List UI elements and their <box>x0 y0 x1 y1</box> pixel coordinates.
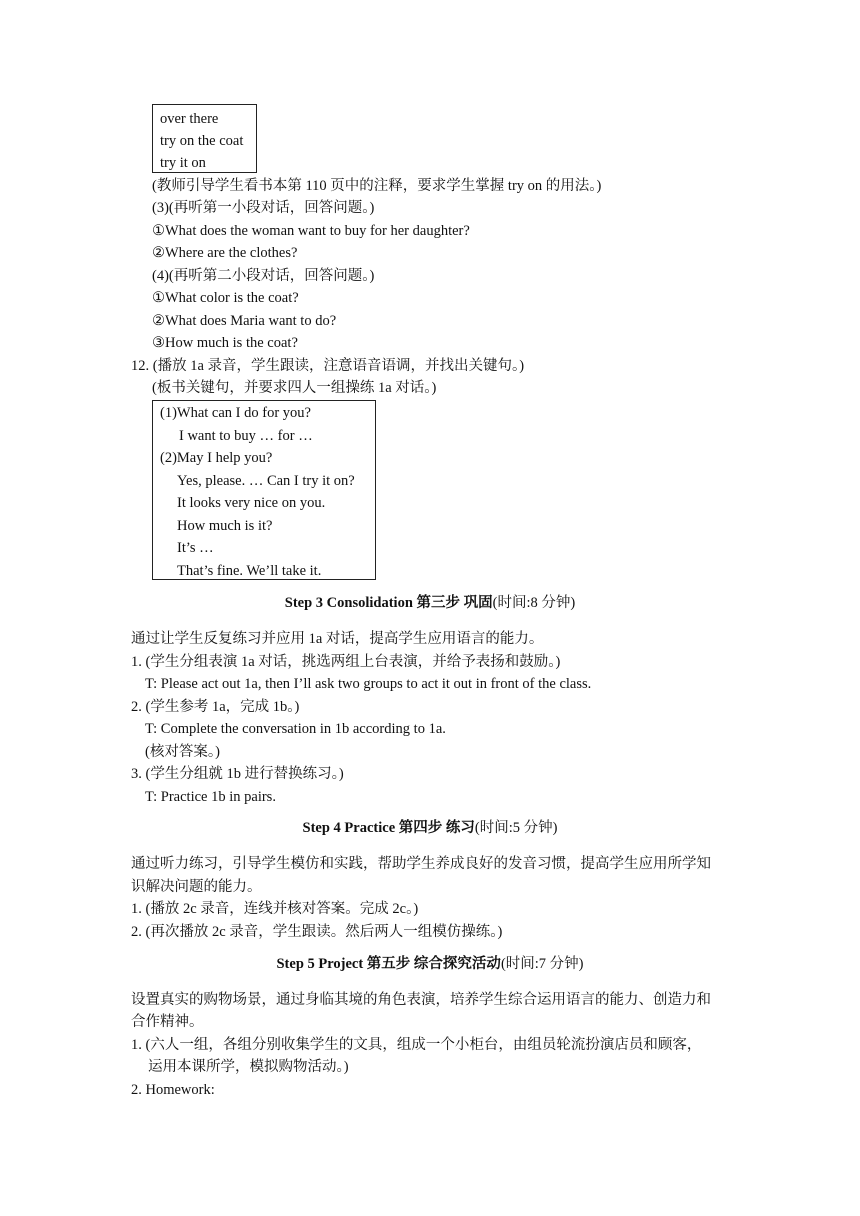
question-line: ①What color is the coat? <box>152 290 299 306</box>
step5-time: (时间:7 分钟) <box>500 956 584 972</box>
step5-intro: 设置真实的购物场景，通过身临其境的角色表演，培养学生综合运用语言的能力、创造力和 <box>131 992 711 1008</box>
instruction-line: (4)(再听第二小段对话，回答问题。) <box>152 268 375 284</box>
key-sentence: It looks very nice on you. <box>177 495 326 511</box>
step3-line: 2. (学生参考 1a，完成 1b。) <box>131 699 300 715</box>
key-sentence: That’s fine. We’ll take it. <box>177 563 322 579</box>
key-sentence: Yes, please. … Can I try it on? <box>177 473 355 489</box>
key-sentence: I want to buy … for … <box>179 428 313 444</box>
step4-line: 2. (再次播放 2c 录音，学生跟读。然后两人一组模仿操练。) <box>131 924 503 940</box>
phrase-line: try it on <box>160 155 206 171</box>
step4-intro: 通过听力练习，引导学生模仿和实践，帮助学生养成良好的发音习惯，提高学生应用所学知 <box>131 856 711 872</box>
phrase-line: try on the coat <box>160 133 244 149</box>
question-line: ②Where are the clothes? <box>152 245 298 261</box>
item-12-sub: (板书关键句，并要求四人一组操练 1a 对话。) <box>152 380 437 396</box>
step3-intro: 通过让学生反复练习并应用 1a 对话，提高学生应用语言的能力。 <box>131 631 544 647</box>
step3-time: (时间:8 分钟) <box>492 595 576 611</box>
step5-intro: 合作精神。 <box>131 1014 204 1030</box>
key-sentence: (2)May I help you? <box>160 450 273 466</box>
step4-title: Step 4 Practice 第四步 练习 <box>302 820 475 836</box>
key-sentence: (1)What can I do for you? <box>160 405 311 421</box>
homework-line: 2. Homework: <box>131 1082 215 1098</box>
step3-line: T: Please act out 1a, then I’ll ask two groups to act it out in front of the class. <box>145 676 592 692</box>
step3-heading <box>0 593 860 613</box>
item-12: 12. (播放 1a 录音，学生跟读，注意语音语调，并找出关键句。) <box>131 358 525 374</box>
question-line: ②What does Maria want to do? <box>152 313 337 329</box>
question-line: ①What does the woman want to buy for her daughter? <box>152 223 470 239</box>
step4-time: (时间:5 分钟) <box>474 820 558 836</box>
instruction-line: (3)(再听第一小段对话，回答问题。) <box>152 200 375 216</box>
step3-line: T: Practice 1b in pairs. <box>145 789 276 805</box>
teacher-note: (教师引导学生看书本第 110 页中的注释，要求学生掌握 try on 的用法。) <box>152 178 602 194</box>
step3-line: 1. (学生分组表演 1a 对话，挑选两组上台表演，并给予表扬和鼓励。) <box>131 654 561 670</box>
step3-line: T: Complete the conversation in 1b according to 1a. <box>145 721 446 737</box>
question-line: ③How much is the coat? <box>152 335 298 351</box>
step4-line: 1. (播放 2c 录音，连线并核对答案。完成 2c。) <box>131 901 419 917</box>
step3-line: (核对答案。) <box>145 744 220 760</box>
step4-heading <box>0 818 860 838</box>
step5-line: 运用本课所学，模拟购物活动。) <box>148 1059 349 1075</box>
step4-intro: 识解决问题的能力。 <box>131 879 262 895</box>
step3-line: 3. (学生分组就 1b 进行替换练习。) <box>131 766 344 782</box>
key-sentence: It’s … <box>177 540 214 556</box>
key-sentence: How much is it? <box>177 518 273 534</box>
step5-heading <box>0 954 860 974</box>
phrase-line: over there <box>160 111 219 127</box>
step5-line: 1. (六人一组，各组分别收集学生的文具，组成一个小柜台，由组员轮流扮演店员和顾客， <box>131 1037 702 1053</box>
step5-title: Step 5 Project 第五步 综合探究活动 <box>276 956 501 972</box>
step3-title: Step 3 Consolidation 第三步 巩固 <box>284 595 493 611</box>
